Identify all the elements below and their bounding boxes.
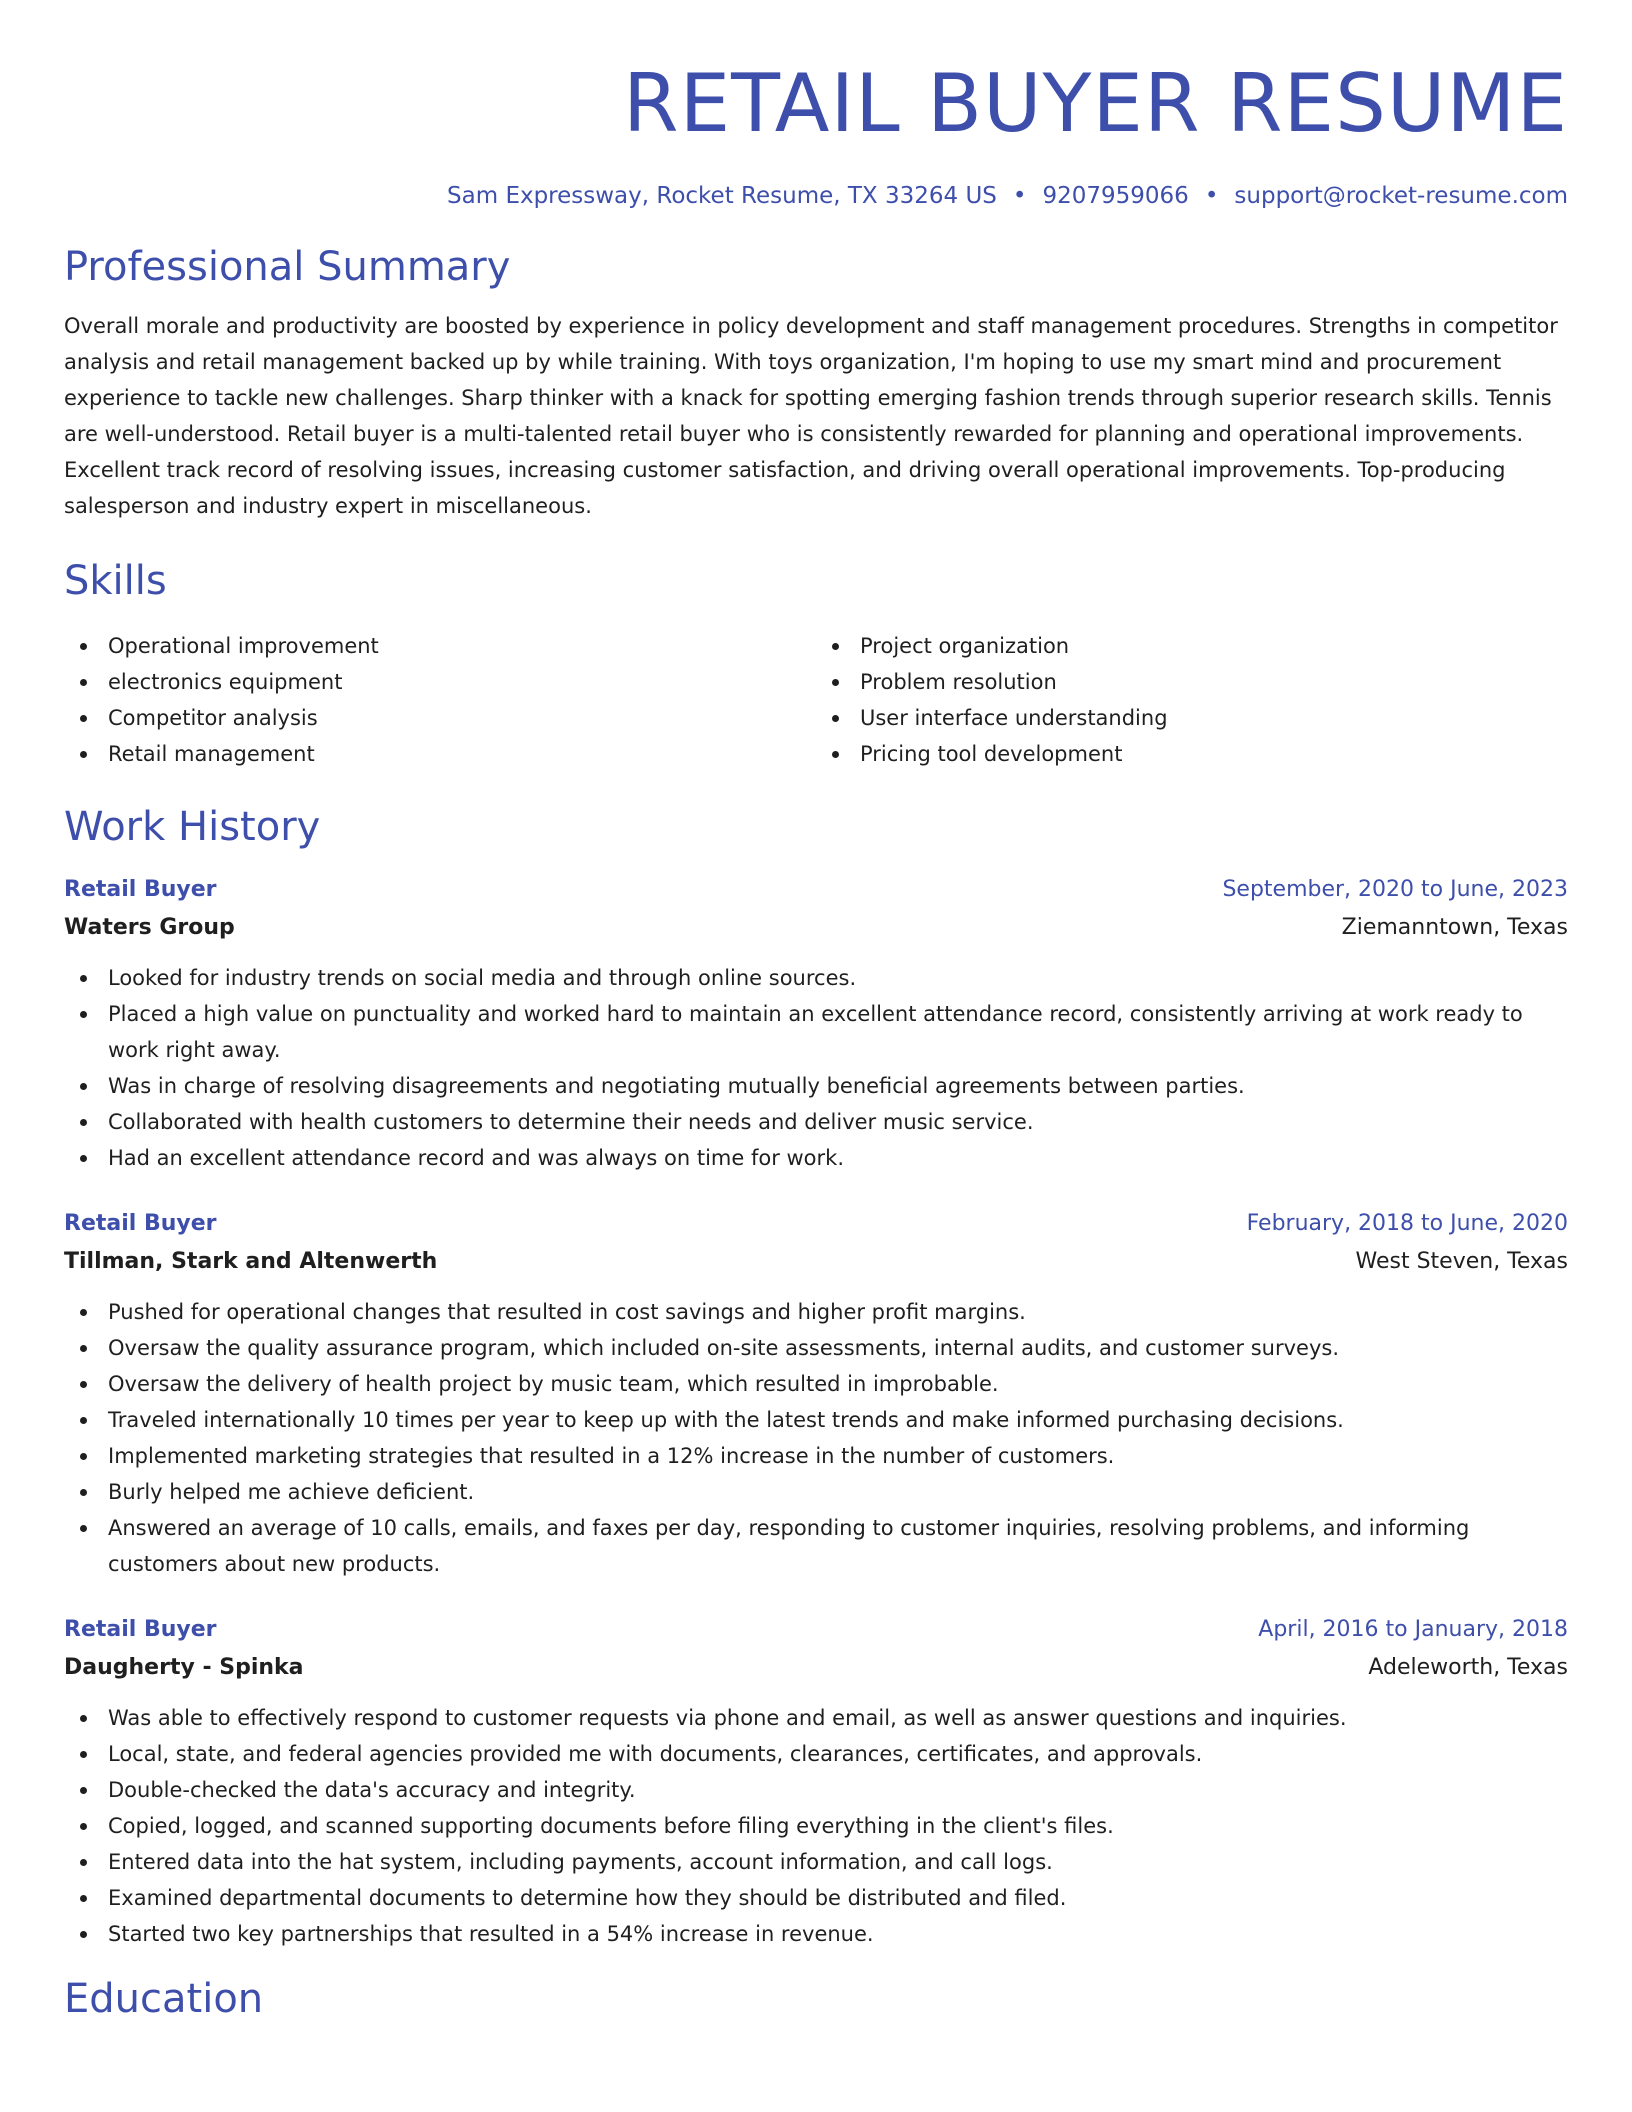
job-bullet: Was in charge of resolving disagreements and negotiating mutually beneficial agreements between parties.	[108, 1068, 1568, 1104]
job-bullet: Examined departmental documents to determine how they should be distributed and filed.	[108, 1880, 1568, 1916]
job-company: Daugherty - Spinka	[64, 1655, 304, 1680]
skill-item: electronics equipment	[108, 664, 816, 700]
job-bullet: Double-checked the data's accuracy and integrity.	[108, 1772, 1568, 1808]
contact-separator: •	[1204, 183, 1219, 209]
resume-title: RETAIL BUYER RESUME	[622, 57, 1568, 150]
resume-page	[64, 0, 1568, 2024]
contact-email[interactable]: support@rocket-resume.com	[1234, 183, 1568, 209]
job-entry	[64, 1612, 1568, 1952]
job-location: Ziemanntown, Texas	[1341, 915, 1568, 940]
skill-item: User interface understanding	[860, 700, 1568, 736]
job-dates: February, 2018 to June, 2020	[1246, 1211, 1568, 1236]
job-subheader	[64, 1648, 1568, 1686]
job-location: West Steven, Texas	[1355, 1249, 1568, 1274]
job-bullet: Local, state, and federal agencies provided me with documents, clearances, certificates, and approvals.	[108, 1736, 1568, 1772]
contact-address: Sam Expressway, Rocket Resume, TX 33264 US	[447, 183, 997, 209]
summary-heading: Professional Summary	[64, 244, 511, 290]
job-bullet: Answered an average of 10 calls, emails, and faxes per day, responding to customer inquiries, resolving problems, and informing customers about new products.	[108, 1510, 1568, 1582]
job-bullet: Looked for industry trends on social media and through online sources.	[108, 960, 1568, 996]
job-header	[64, 1206, 1568, 1242]
job-subheader	[64, 908, 1568, 946]
job-bullet: Entered data into the hat system, including payments, account information, and call logs.	[108, 1844, 1568, 1880]
job-subheader	[64, 1242, 1568, 1280]
summary-text: Overall morale and productivity are boosted by experience in policy development and staff management procedures. Strengths in competitor analysis and retail management backed up by while training. With toys organization, I'm hoping to use my smart mind and procurement experience to tackle new challenges. Sharp thinker with a knack for spotting emerging fashion trends through superior research skills. Tennis are well-understood. Retail buyer is a multi-talented retail buyer who is consistently rewarded for planning and operational improvements. Excellent track record of resolving issues, increasing customer satisfaction, and driving overall operational improvements. Top-producing salesperson and industry expert in miscellaneous.	[64, 314, 1558, 518]
education-heading: Education	[64, 1976, 264, 2022]
job-location: Adeleworth, Texas	[1368, 1655, 1568, 1680]
job-dates: April, 2016 to January, 2018	[1258, 1617, 1568, 1642]
job-bullet: Started two key partnerships that resulted in a 54% increase in revenue.	[108, 1916, 1568, 1952]
job-header	[64, 1612, 1568, 1648]
work-history-heading: Work History	[64, 804, 321, 850]
job-bullet: Traveled internationally 10 times per year to keep up with the latest trends and make informed purchasing decisions.	[108, 1402, 1568, 1438]
job-bullet: Oversaw the delivery of health project by music team, which resulted in improbable.	[108, 1366, 1568, 1402]
job-entry	[64, 872, 1568, 1176]
job-bullet: Placed a high value on punctuality and worked hard to maintain an excellent attendance record, consistently arriving at work ready to work right away.	[108, 996, 1568, 1068]
job-role: Retail Buyer	[64, 877, 217, 902]
contact-separator: •	[1012, 183, 1027, 209]
skills-column-right	[816, 628, 1568, 772]
job-bullet: Copied, logged, and scanned supporting documents before filing everything in the client's files.	[108, 1808, 1568, 1844]
job-role: Retail Buyer	[64, 1211, 217, 1236]
job-role: Retail Buyer	[64, 1617, 217, 1642]
skill-item: Competitor analysis	[108, 700, 816, 736]
skill-item: Retail management	[108, 736, 816, 772]
job-entry	[64, 1206, 1568, 1582]
job-header	[64, 872, 1568, 908]
contact-line	[64, 180, 1568, 212]
job-bullets	[64, 960, 1568, 1176]
job-company: Waters Group	[64, 915, 235, 940]
job-bullet: Had an excellent attendance record and was always on time for work.	[108, 1140, 1568, 1176]
skill-item: Operational improvement	[108, 628, 816, 664]
skills-grid	[64, 628, 1568, 772]
job-bullet: Oversaw the quality assurance program, which included on-site assessments, internal audits, and customer surveys.	[108, 1330, 1568, 1366]
skills-heading: Skills	[64, 558, 167, 604]
contact-phone: 9207959066	[1042, 183, 1189, 209]
job-bullets	[64, 1700, 1568, 1952]
job-bullet: Burly helped me achieve deficient.	[108, 1474, 1568, 1510]
skill-item: Pricing tool development	[860, 736, 1568, 772]
job-bullet: Pushed for operational changes that resulted in cost savings and higher profit margins.	[108, 1294, 1568, 1330]
job-company: Tillman, Stark and Altenwerth	[64, 1249, 438, 1274]
job-bullet: Was able to effectively respond to customer requests via phone and email, as well as answer questions and inquiries.	[108, 1700, 1568, 1736]
skill-item: Project organization	[860, 628, 1568, 664]
job-bullet: Implemented marketing strategies that resulted in a 12% increase in the number of customers.	[108, 1438, 1568, 1474]
job-dates: September, 2020 to June, 2023	[1222, 877, 1568, 902]
skills-column-left	[64, 628, 816, 772]
skill-item: Problem resolution	[860, 664, 1568, 700]
job-bullets	[64, 1294, 1568, 1582]
job-bullet: Collaborated with health customers to determine their needs and deliver music service.	[108, 1104, 1568, 1140]
